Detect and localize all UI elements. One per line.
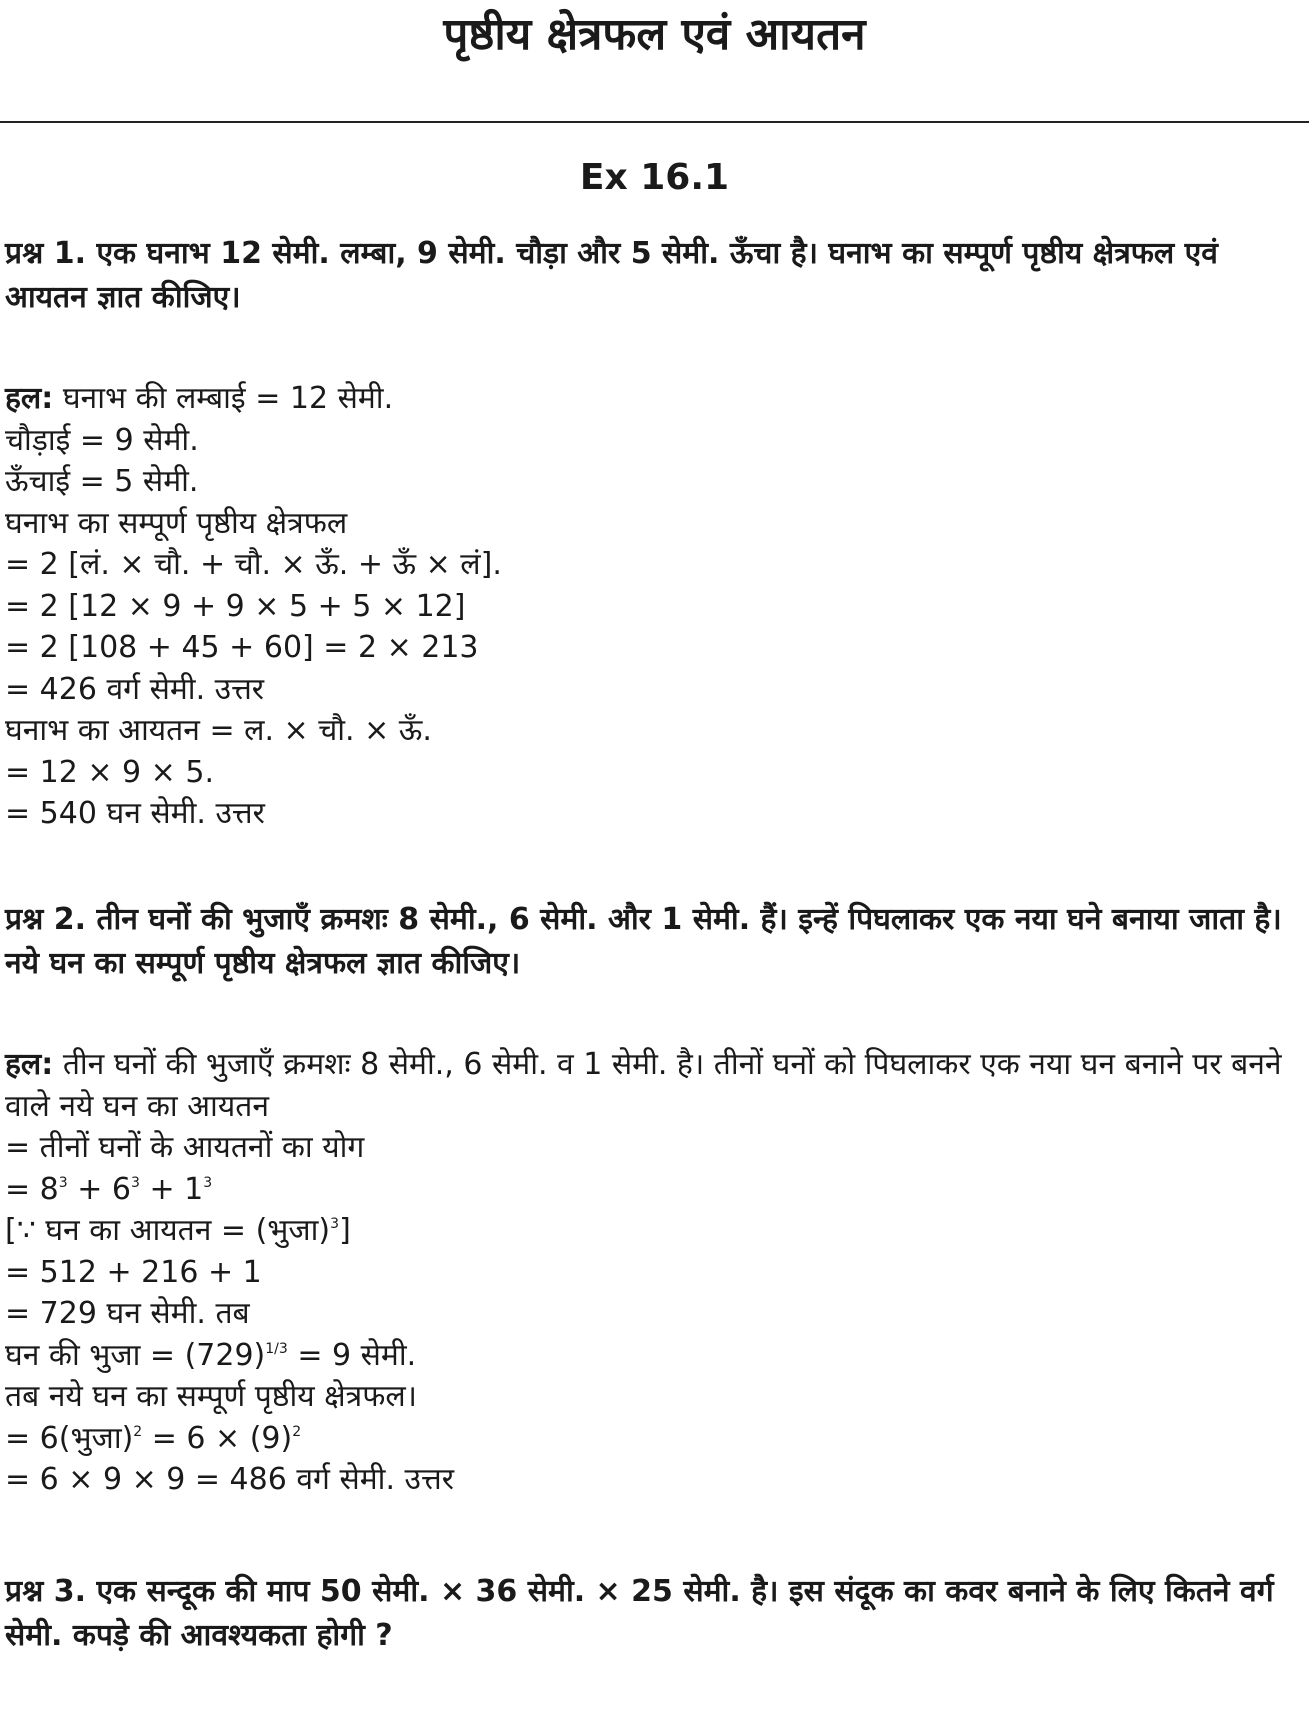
solution-1-line: = 426 वर्ग सेमी. उत्तर <box>5 671 265 707</box>
expr-part: घन की भुजा = (729) <box>5 1337 266 1373</box>
solution-1-line: घनाभ का सम्पूर्ण पृष्ठीय क्षेत्रफल <box>5 505 348 541</box>
expr-part: = 6(भुजा) <box>5 1420 134 1456</box>
solution-text: तीन घनों की भुजाएँ क्रमशः 8 सेमी., 6 सेमी. व 1 सेमी. है। तीनों घनों को पिघलाकर एक नया घन बनाने पर बनने वाले नये घन का आयतन <box>5 1047 1282 1124</box>
solution-2-line: = 512 + 216 + 1 <box>5 1254 262 1290</box>
exponent: 3 <box>203 1174 213 1191</box>
solution-1-line: चौड़ाई = 9 सेमी. <box>5 422 199 458</box>
solution-2-line: तब नये घन का सम्पूर्ण पृष्ठीय क्षेत्रफल। <box>5 1379 418 1414</box>
solution-1-line: = 2 [लं. × चौ. + चौ. × ऊँ. + ऊँ × लं]. <box>5 547 502 582</box>
solution-1-line: = 540 घन सेमी. उत्तर <box>5 796 265 831</box>
solution-2-line <box>5 1044 1300 1127</box>
solution-1-line: = 2 [12 × 9 + 9 × 5 + 5 × 12] <box>5 588 466 624</box>
exponent: 2 <box>292 1423 302 1440</box>
exercise-heading: Ex 16.1 <box>579 157 730 198</box>
expr-part: [∵ घन का आयतन = (भुजा) <box>5 1213 331 1248</box>
solution-2 <box>5 1044 1300 1501</box>
exponent: 3 <box>330 1216 340 1232</box>
solution-1-line: घनाभ का आयतन = ल. × चौ. × ऊँ. <box>5 713 432 748</box>
solution-2-line <box>5 1210 1300 1252</box>
expr-part: + 1 <box>139 1171 204 1207</box>
exponent: 3 <box>58 1174 68 1191</box>
solution-1 <box>5 378 1300 835</box>
solution-2-line <box>5 1335 1300 1377</box>
expr-part: = 6 × (9) <box>142 1420 293 1456</box>
exponent: 3 <box>130 1174 140 1191</box>
question-2: प्रश्न 2. तीन घनों की भुजाएँ क्रमशः 8 सेमी., 6 सेमी. और 1 सेमी. हैं। इन्हें पिघलाकर एक नया घने बनाया जाता है। नये घन का सम्पूर्ण पृष्ठीय क्षेत्रफल ज्ञात कीजिए। <box>5 902 1282 981</box>
question-1: प्रश्न 1. एक घनाभ 12 सेमी. लम्बा, 9 सेमी. चौड़ा और 5 सेमी. ऊँचा है। घनाभ का सम्पूर्ण पृष्ठीय क्षेत्रफल एवं आयतन ज्ञात कीजिए। <box>5 236 1218 315</box>
expr-part: = 9 सेमी. <box>287 1337 417 1373</box>
title-divider <box>0 121 1309 123</box>
expr-part: ] <box>339 1213 351 1248</box>
solution-2-line <box>5 1169 1300 1211</box>
solution-text: घनाभ की लम्बाई = 12 सेमी. <box>53 381 394 416</box>
solution-label: हल: <box>5 381 54 416</box>
page-title: पृष्ठीय क्षेत्रफल एवं आयतन <box>443 9 866 60</box>
solution-2-line <box>5 1418 1300 1460</box>
question-3: प्रश्न 3. एक सन्दूक की माप 50 सेमी. × 36 सेमी. × 25 सेमी. है। इस संदूक का कवर बनाने के लिए कितने वर्ग सेमी. कपड़े की आवश्यकता होगी ? <box>5 1574 1274 1653</box>
solution-1-line: = 2 [108 + 45 + 60] = 2 × 213 <box>5 630 479 665</box>
exponent: 2 <box>133 1423 143 1440</box>
solution-1-line <box>5 378 1300 420</box>
solution-1-line: = 12 × 9 × 5. <box>5 754 214 790</box>
solution-2-line: = 729 घन सेमी. तब <box>5 1296 250 1331</box>
solution-1-line: ऊँचाई = 5 सेमी. <box>5 464 199 499</box>
solution-label: हल: <box>5 1047 54 1082</box>
expr-part: = 8 <box>5 1171 59 1207</box>
expr-part: + 6 <box>67 1171 131 1207</box>
solution-2-line: = 6 × 9 × 9 = 486 वर्ग सेमी. उत्तर <box>5 1462 454 1497</box>
exponent: 1/3 <box>265 1340 288 1357</box>
solution-2-line: = तीनों घनों के आयतनों का योग <box>5 1130 365 1165</box>
